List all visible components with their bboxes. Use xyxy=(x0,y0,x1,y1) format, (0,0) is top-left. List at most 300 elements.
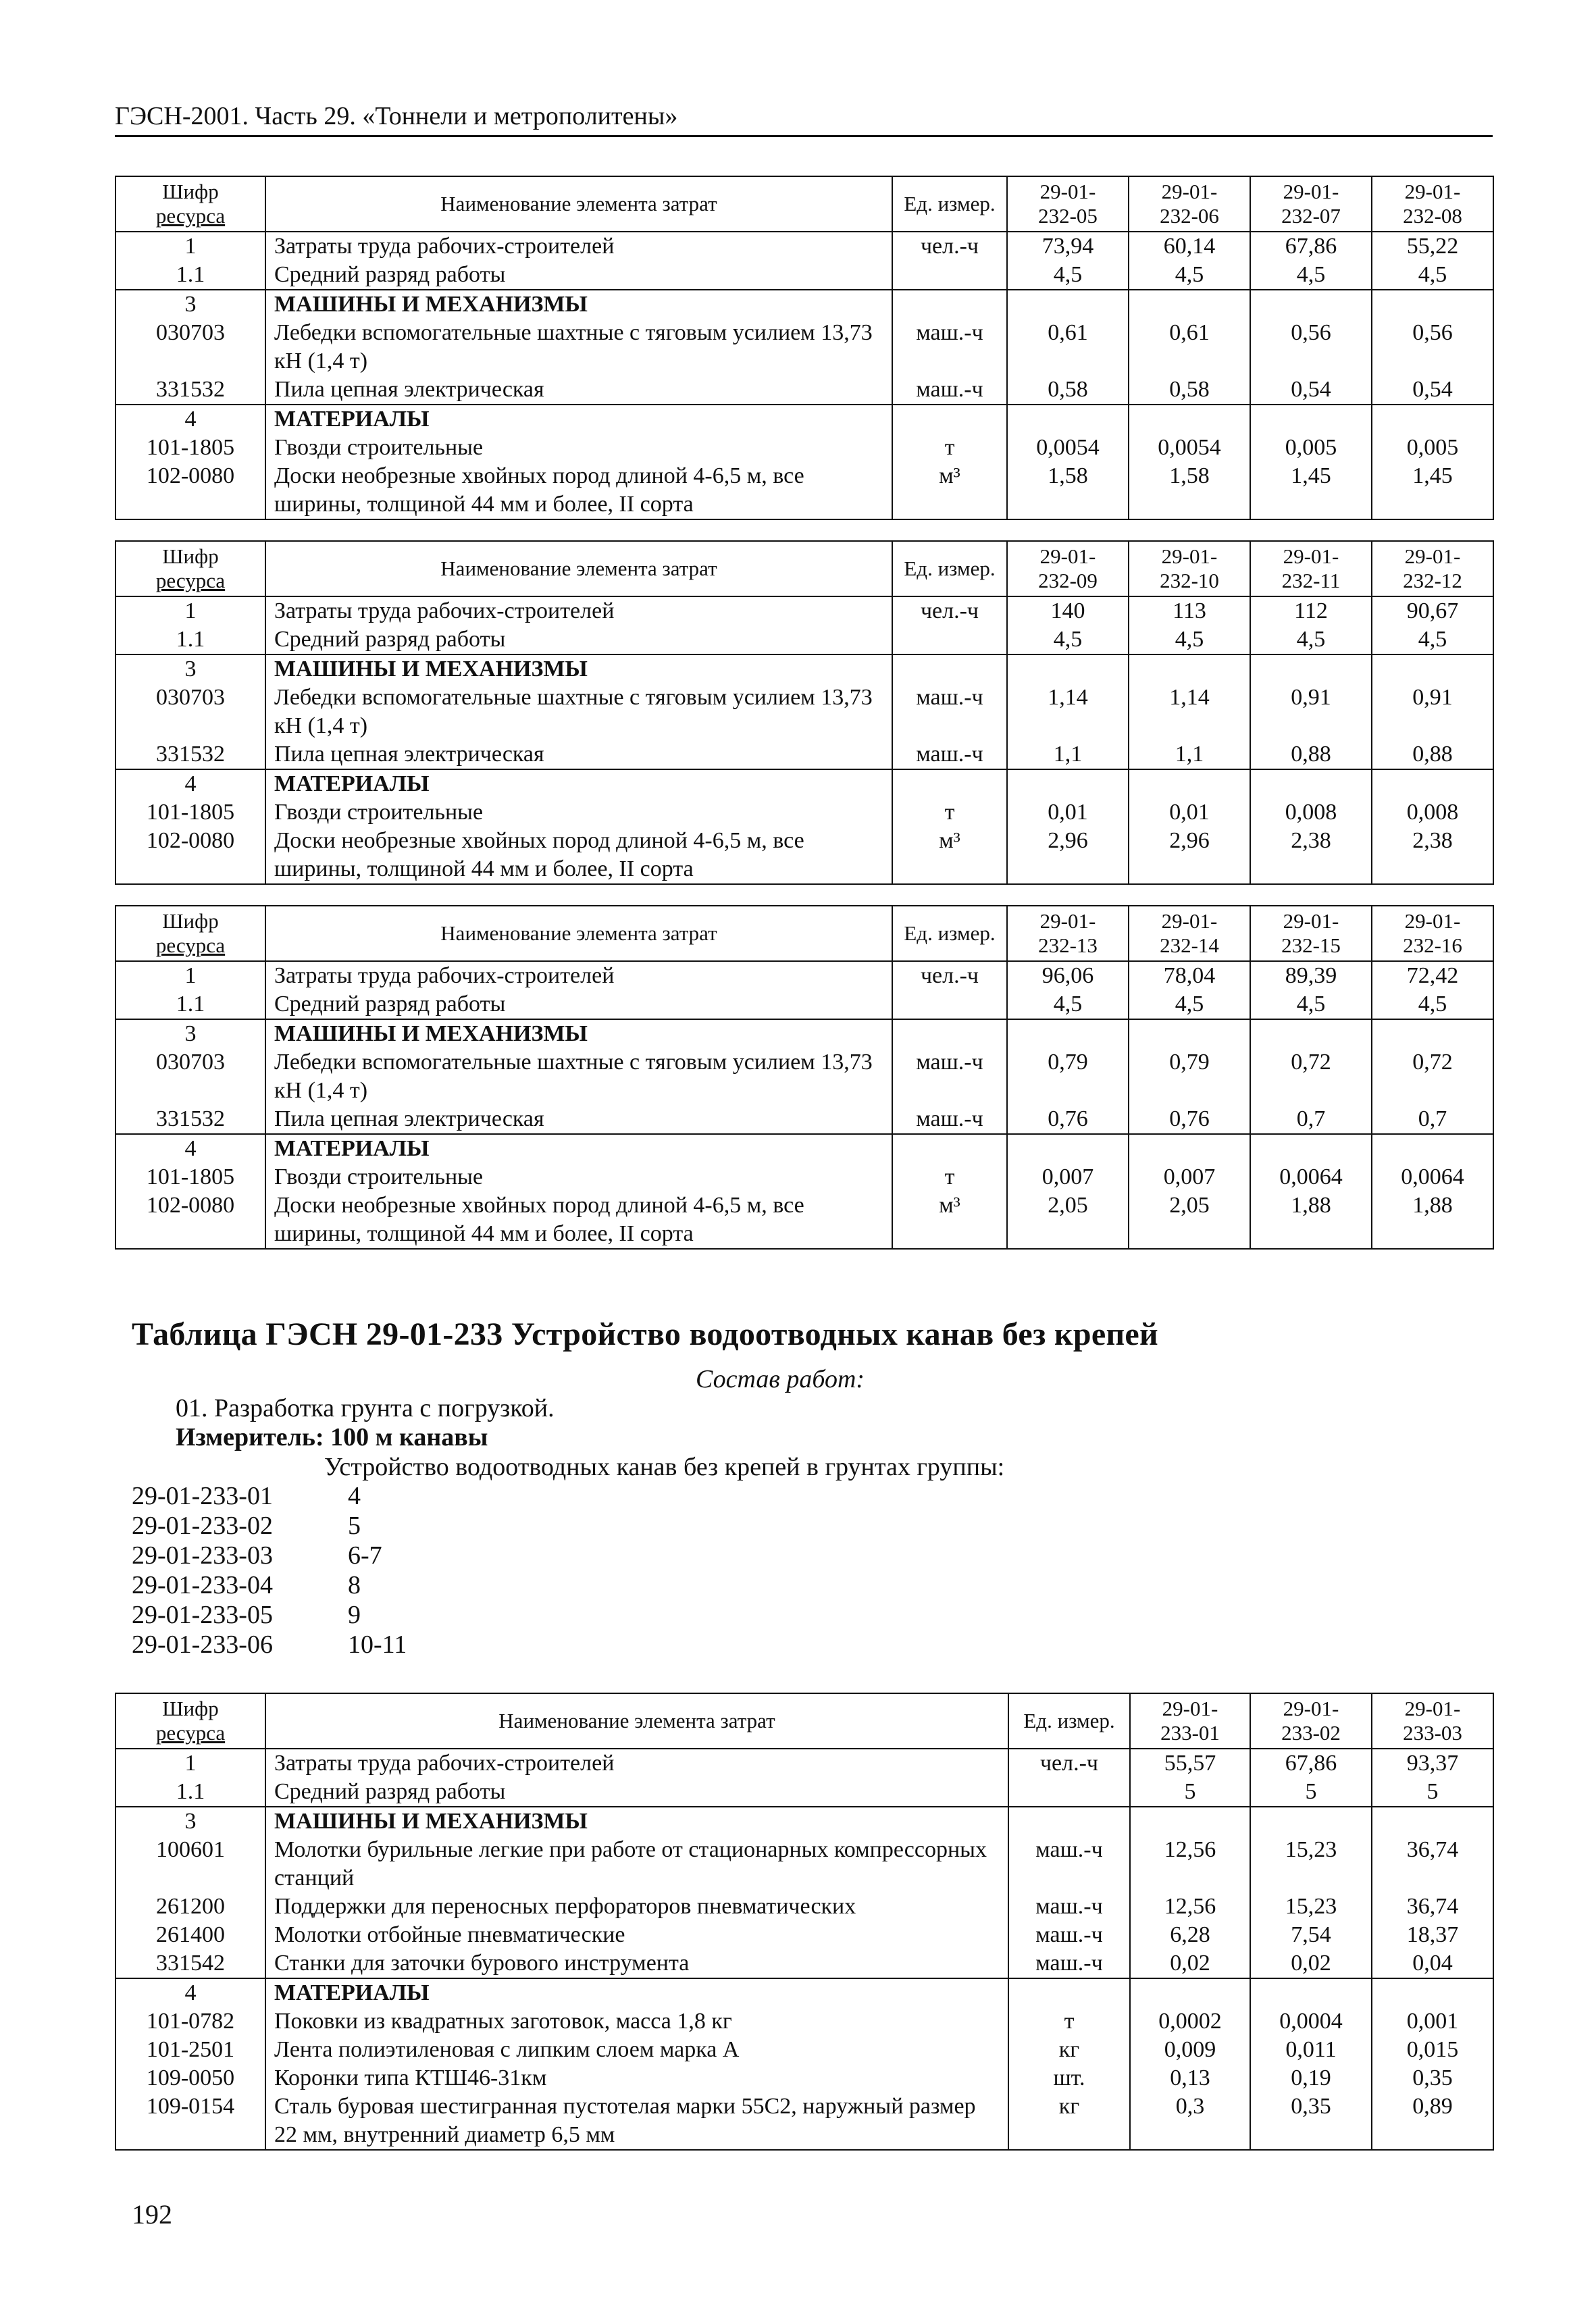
table-row xyxy=(115,1048,1493,1105)
norm-value xyxy=(1250,1134,1372,1163)
norm-value: 2,38 xyxy=(1250,827,1372,884)
variant-row xyxy=(132,1600,407,1630)
norm-value: 0,007 xyxy=(1007,1163,1129,1191)
table-row xyxy=(115,1978,1493,2007)
unit xyxy=(1008,1978,1130,2007)
section-heading: МАТЕРИАЛЫ xyxy=(265,1134,892,1163)
table-row xyxy=(115,1134,1493,1163)
variant-list xyxy=(132,1481,407,1660)
unit: маш.-ч xyxy=(892,684,1007,740)
unit: чел.-ч xyxy=(892,232,1007,261)
header-name: Наименование элемента затрат xyxy=(265,1693,1008,1749)
resource-code: 1.1 xyxy=(115,990,265,1019)
resource-code: 109-0154 xyxy=(115,2092,265,2150)
unit: маш.-ч xyxy=(1008,1949,1130,1978)
header-norm-code xyxy=(1129,906,1250,961)
header-norm-code-line1: 29-01- xyxy=(1283,1697,1339,1720)
table-row xyxy=(115,1749,1493,1778)
header-norm-code-line1: 29-01- xyxy=(1161,544,1218,568)
header-norm-code-line2: 232-07 xyxy=(1281,204,1341,228)
norm-value: 4,5 xyxy=(1129,625,1250,654)
norm-value: 7,54 xyxy=(1250,1921,1372,1949)
norm-value: 1,45 xyxy=(1372,462,1493,519)
header-norm-code-line2: 232-05 xyxy=(1038,204,1098,228)
unit xyxy=(892,1019,1007,1048)
norm-value xyxy=(1129,654,1250,684)
norm-value: 4,5 xyxy=(1129,261,1250,290)
norm-value: 36,74 xyxy=(1372,1836,1493,1893)
norm-value xyxy=(1250,1978,1372,2007)
header-norm-code-line2: 232-12 xyxy=(1403,569,1462,592)
table-row xyxy=(115,654,1493,684)
norm-value: 0,009 xyxy=(1130,2036,1250,2064)
variant-row xyxy=(132,1481,407,1511)
table-row xyxy=(115,434,1493,462)
header-code-line1: Шифр xyxy=(162,180,219,203)
norm-value: 72,42 xyxy=(1372,961,1493,990)
cost-item-name: Средний разряд работы xyxy=(265,625,892,654)
norm-value xyxy=(1372,1134,1493,1163)
norm-value: 2,96 xyxy=(1007,827,1129,884)
resource-code: 109-0050 xyxy=(115,2064,265,2092)
norm-value xyxy=(1250,405,1372,434)
table-header-row xyxy=(115,541,1493,596)
variant-code: 29-01-233-06 xyxy=(132,1630,273,1659)
unit xyxy=(892,1134,1007,1163)
norm-value xyxy=(1372,654,1493,684)
header-norm-code-line1: 29-01- xyxy=(1404,544,1461,568)
header-norm-code-line1: 29-01- xyxy=(1404,909,1461,933)
page-number: 192 xyxy=(132,2199,172,2230)
unit: маш.-ч xyxy=(1008,1893,1130,1921)
norm-value xyxy=(1130,1807,1250,1836)
section-heading: МАШИНЫ И МЕХАНИЗМЫ xyxy=(265,654,892,684)
table-row xyxy=(115,1807,1493,1836)
norm-value: 0,0002 xyxy=(1130,2007,1250,2036)
cost-item-name: Затраты труда рабочих-строителей xyxy=(265,1749,1008,1778)
norm-value: 0,13 xyxy=(1130,2064,1250,2092)
norm-value xyxy=(1007,405,1129,434)
norm-value: 0,01 xyxy=(1129,798,1250,827)
norm-value: 0,61 xyxy=(1129,319,1250,376)
unit: т xyxy=(892,798,1007,827)
table-row xyxy=(115,1105,1493,1134)
table-row xyxy=(115,232,1493,261)
norm-value: 0,76 xyxy=(1129,1105,1250,1134)
variant-group: 9 xyxy=(348,1601,361,1629)
variant-code: 29-01-233-04 xyxy=(132,1571,273,1599)
resource-code: 4 xyxy=(115,769,265,798)
table-row xyxy=(115,2007,1493,2036)
resource-code: 331542 xyxy=(115,1949,265,1978)
header-name: Наименование элемента затрат xyxy=(265,176,892,232)
unit: м³ xyxy=(892,462,1007,519)
norm-value: 0,02 xyxy=(1130,1949,1250,1978)
header-norm-code xyxy=(1007,541,1129,596)
header-unit: Ед. измер. xyxy=(1008,1693,1130,1749)
table-row xyxy=(115,1019,1493,1048)
header-norm-code-line2: 232-11 xyxy=(1281,569,1341,592)
norm-value: 0,19 xyxy=(1250,2064,1372,2092)
norm-value: 0,72 xyxy=(1372,1048,1493,1105)
norm-value: 0,54 xyxy=(1250,376,1372,405)
norm-value: 0,58 xyxy=(1129,376,1250,405)
unit xyxy=(1008,1807,1130,1836)
cost-item-name: Молотки отбойные пневматические xyxy=(265,1921,1008,1949)
resource-code: 030703 xyxy=(115,1048,265,1105)
norm-value: 67,86 xyxy=(1250,232,1372,261)
resource-code: 102-0080 xyxy=(115,1191,265,1249)
norm-value: 0,79 xyxy=(1129,1048,1250,1105)
header-norm-code-line1: 29-01- xyxy=(1039,909,1096,933)
resource-code: 1 xyxy=(115,596,265,625)
header-norm-code-line2: 232-14 xyxy=(1160,933,1219,957)
resource-code: 261200 xyxy=(115,1893,265,1921)
norm-value: 4,5 xyxy=(1007,625,1129,654)
header-norm-code xyxy=(1007,906,1129,961)
norm-value: 2,05 xyxy=(1129,1191,1250,1249)
table-title: Таблица ГЭСН 29-01-233 Устройство водоотводных канав без крепей xyxy=(132,1316,1158,1352)
unit: маш.-ч xyxy=(1008,1921,1130,1949)
unit: маш.-ч xyxy=(1008,1836,1130,1893)
norm-value: 0,011 xyxy=(1250,2036,1372,2064)
resource-code: 3 xyxy=(115,1019,265,1048)
header-norm-code xyxy=(1372,906,1493,961)
norm-value: 4,5 xyxy=(1250,261,1372,290)
cost-item-name: Коронки типа КТШ46-31км xyxy=(265,2064,1008,2092)
norm-value xyxy=(1372,1807,1493,1836)
norm-value: 5 xyxy=(1130,1778,1250,1807)
table-row xyxy=(115,684,1493,740)
header-norm-code-line2: 232-06 xyxy=(1160,204,1219,228)
norm-value: 89,39 xyxy=(1250,961,1372,990)
header-code-line2: ресурса xyxy=(155,569,226,592)
norm-value xyxy=(1129,405,1250,434)
norm-value: 4,5 xyxy=(1372,261,1493,290)
table-row xyxy=(115,405,1493,434)
norm-value: 15,23 xyxy=(1250,1893,1372,1921)
cost-item-name: Лебедки вспомогательные шахтные с тяговым усилием 13,73 кН (1,4 т) xyxy=(265,1048,892,1105)
variant-row xyxy=(132,1511,407,1541)
norm-value: 12,56 xyxy=(1130,1893,1250,1921)
cost-item-name: Доски необрезные хвойных пород длиной 4-6,5 м, все ширины, толщиной 44 мм и более, II сорта xyxy=(265,1191,892,1249)
norm-value: 4,5 xyxy=(1129,990,1250,1019)
resource-code: 1 xyxy=(115,1749,265,1778)
norm-value: 0,88 xyxy=(1250,740,1372,769)
norm-value: 1,1 xyxy=(1129,740,1250,769)
norm-value xyxy=(1372,290,1493,319)
cost-item-name: Лебедки вспомогательные шахтные с тяговым усилием 13,73 кН (1,4 т) xyxy=(265,319,892,376)
variant-row xyxy=(132,1570,407,1600)
resource-code: 4 xyxy=(115,1134,265,1163)
cost-table-3 xyxy=(115,905,1494,1250)
norm-value: 0,015 xyxy=(1372,2036,1493,2064)
norm-value xyxy=(1129,290,1250,319)
cost-item-name: Поковки из квадратных заготовок, масса 1,8 кг xyxy=(265,2007,1008,2036)
section-heading: МАТЕРИАЛЫ xyxy=(265,1978,1008,2007)
table-row xyxy=(115,1191,1493,1249)
table-row xyxy=(115,2092,1493,2150)
resource-code: 3 xyxy=(115,1807,265,1836)
norm-value: 1,45 xyxy=(1250,462,1372,519)
unit xyxy=(892,625,1007,654)
norm-value xyxy=(1250,654,1372,684)
unit: кг xyxy=(1008,2092,1130,2150)
norm-value xyxy=(1372,1019,1493,1048)
norm-value: 55,22 xyxy=(1372,232,1493,261)
norm-value xyxy=(1129,769,1250,798)
table-row xyxy=(115,827,1493,884)
norm-value: 4,5 xyxy=(1250,990,1372,1019)
resource-code: 331532 xyxy=(115,376,265,405)
header-norm-code-line2: 232-08 xyxy=(1403,204,1462,228)
norm-value: 0,61 xyxy=(1007,319,1129,376)
section-heading: МАШИНЫ И МЕХАНИЗМЫ xyxy=(265,1807,1008,1836)
cost-item-name: Лебедки вспомогательные шахтные с тяговым усилием 13,73 кН (1,4 т) xyxy=(265,684,892,740)
cost-table-2 xyxy=(115,540,1494,885)
norm-value: 2,96 xyxy=(1129,827,1250,884)
norm-value: 0,79 xyxy=(1007,1048,1129,1105)
resource-code: 030703 xyxy=(115,319,265,376)
header-norm-code-line1: 29-01- xyxy=(1283,180,1339,203)
norm-value: 1,88 xyxy=(1372,1191,1493,1249)
norm-value: 0,007 xyxy=(1129,1163,1250,1191)
unit xyxy=(892,990,1007,1019)
variant-code: 29-01-233-01 xyxy=(132,1482,273,1510)
norm-value: 0,005 xyxy=(1250,434,1372,462)
norm-value: 1,88 xyxy=(1250,1191,1372,1249)
norm-value xyxy=(1129,1019,1250,1048)
norm-value xyxy=(1007,769,1129,798)
variant-code: 29-01-233-03 xyxy=(132,1541,273,1570)
header-norm-code-line1: 29-01- xyxy=(1039,544,1096,568)
header-norm-code-line1: 29-01- xyxy=(1283,544,1339,568)
section-heading: МАТЕРИАЛЫ xyxy=(265,405,892,434)
norm-value xyxy=(1007,1019,1129,1048)
norm-value: 0,008 xyxy=(1250,798,1372,827)
norm-value xyxy=(1250,1019,1372,1048)
resource-code: 100601 xyxy=(115,1836,265,1893)
norm-value: 0,58 xyxy=(1007,376,1129,405)
norm-value: 0,01 xyxy=(1007,798,1129,827)
cost-item-name: Доски необрезные хвойных пород длиной 4-6,5 м, все ширины, толщиной 44 мм и более, II сорта xyxy=(265,462,892,519)
table-row xyxy=(115,740,1493,769)
norm-value: 1,58 xyxy=(1129,462,1250,519)
header-norm-code xyxy=(1372,1693,1493,1749)
norm-value xyxy=(1130,1978,1250,2007)
norm-value xyxy=(1250,1807,1372,1836)
norm-value xyxy=(1372,1978,1493,2007)
table-row xyxy=(115,462,1493,519)
unit: шт. xyxy=(1008,2064,1130,2092)
norm-value: 0,76 xyxy=(1007,1105,1129,1134)
resource-code: 4 xyxy=(115,1978,265,2007)
resource-code: 4 xyxy=(115,405,265,434)
resource-code: 101-1805 xyxy=(115,434,265,462)
cost-item-name: Пила цепная электрическая xyxy=(265,740,892,769)
norm-value xyxy=(1007,1134,1129,1163)
unit xyxy=(892,769,1007,798)
unit: маш.-ч xyxy=(892,1105,1007,1134)
norm-value: 0,0054 xyxy=(1129,434,1250,462)
header-code xyxy=(115,176,265,232)
cost-item-name: Станки для заточки бурового инструмента xyxy=(265,1949,1008,1978)
header-code-line2: ресурса xyxy=(155,1721,226,1745)
header-code xyxy=(115,1693,265,1749)
table-row xyxy=(115,1163,1493,1191)
header-norm-code xyxy=(1372,541,1493,596)
cost-item-name: Гвозди строительные xyxy=(265,434,892,462)
table-row xyxy=(115,1778,1493,1807)
unit: маш.-ч xyxy=(892,740,1007,769)
header-unit: Ед. измер. xyxy=(892,541,1007,596)
unit: т xyxy=(892,1163,1007,1191)
norm-value: 73,94 xyxy=(1007,232,1129,261)
norm-value: 18,37 xyxy=(1372,1921,1493,1949)
table-row xyxy=(115,376,1493,405)
resource-code: 101-1805 xyxy=(115,1163,265,1191)
header-norm-code xyxy=(1250,541,1372,596)
norm-value: 0,88 xyxy=(1372,740,1493,769)
header-norm-code xyxy=(1250,906,1372,961)
cost-item-name: Поддержки для переносных перфораторов пневматических xyxy=(265,1893,1008,1921)
norm-value: 55,57 xyxy=(1130,1749,1250,1778)
cost-item-name: Пила цепная электрическая xyxy=(265,376,892,405)
norm-value: 0,7 xyxy=(1372,1105,1493,1134)
section-description: Устройство водоотводных канав без крепей в грунтах группы: xyxy=(324,1453,1005,1481)
resource-code: 3 xyxy=(115,654,265,684)
norm-value: 6,28 xyxy=(1130,1921,1250,1949)
measure-unit: Измеритель: 100 м канавы xyxy=(176,1423,488,1451)
norm-value: 67,86 xyxy=(1250,1749,1372,1778)
header-norm-code xyxy=(1007,176,1129,232)
header-norm-code-line2: 232-09 xyxy=(1038,569,1098,592)
norm-value: 0,56 xyxy=(1250,319,1372,376)
norm-value: 1,58 xyxy=(1007,462,1129,519)
unit: маш.-ч xyxy=(892,376,1007,405)
unit: кг xyxy=(1008,2036,1130,2064)
cost-item-name: Сталь буровая шестигранная пустотелая марки 55С2, наружный размер 22 мм, внутренний диаметр 6,5 мм xyxy=(265,2092,1008,2150)
norm-value: 0,35 xyxy=(1372,2064,1493,2092)
table-row xyxy=(115,769,1493,798)
norm-value: 12,56 xyxy=(1130,1836,1250,1893)
norm-value: 0,3 xyxy=(1130,2092,1250,2150)
resource-code: 101-2501 xyxy=(115,2036,265,2064)
norm-value: 4,5 xyxy=(1250,625,1372,654)
norm-value xyxy=(1007,654,1129,684)
norm-value: 1,14 xyxy=(1129,684,1250,740)
variant-code: 29-01-233-02 xyxy=(132,1512,273,1540)
cost-item-name: Средний разряд работы xyxy=(265,261,892,290)
norm-value: 4,5 xyxy=(1007,990,1129,1019)
unit xyxy=(892,405,1007,434)
table-row xyxy=(115,596,1493,625)
norm-value: 60,14 xyxy=(1129,232,1250,261)
table-row xyxy=(115,798,1493,827)
unit: т xyxy=(1008,2007,1130,2036)
header-norm-code-line2: 232-16 xyxy=(1403,933,1462,957)
cost-item-name: Затраты труда рабочих-строителей xyxy=(265,596,892,625)
norm-value: 0,0004 xyxy=(1250,2007,1372,2036)
table-row xyxy=(115,2036,1493,2064)
cost-item-name: Лента полиэтиленовая с липким слоем марка А xyxy=(265,2036,1008,2064)
table-row xyxy=(115,1921,1493,1949)
header-norm-code-line2: 233-01 xyxy=(1160,1721,1220,1745)
unit: чел.-ч xyxy=(1008,1749,1130,1778)
norm-value xyxy=(1372,769,1493,798)
variant-code: 29-01-233-05 xyxy=(132,1601,273,1629)
table-row xyxy=(115,319,1493,376)
header-norm-code-line1: 29-01- xyxy=(1404,1697,1461,1720)
header-norm-code-line1: 29-01- xyxy=(1039,180,1096,203)
unit xyxy=(1008,1778,1130,1807)
resource-code: 331532 xyxy=(115,1105,265,1134)
norm-value: 0,91 xyxy=(1372,684,1493,740)
section-heading: МАТЕРИАЛЫ xyxy=(265,769,892,798)
resource-code: 101-1805 xyxy=(115,798,265,827)
cost-item-name: Пила цепная электрическая xyxy=(265,1105,892,1134)
norm-value: 1,14 xyxy=(1007,684,1129,740)
header-code-line2: ресурса xyxy=(155,933,226,957)
header-norm-code xyxy=(1250,176,1372,232)
norm-value: 36,74 xyxy=(1372,1893,1493,1921)
header-norm-code-line2: 232-10 xyxy=(1160,569,1219,592)
table-row xyxy=(115,990,1493,1019)
header-norm-code-line1: 29-01- xyxy=(1162,1697,1218,1720)
header-code-line1: Шифр xyxy=(162,1697,219,1720)
header-norm-code xyxy=(1250,1693,1372,1749)
header-name: Наименование элемента затрат xyxy=(265,541,892,596)
norm-value: 2,38 xyxy=(1372,827,1493,884)
norm-value xyxy=(1250,769,1372,798)
resource-code: 1.1 xyxy=(115,1778,265,1807)
norm-value: 4,5 xyxy=(1372,990,1493,1019)
variant-group: 6-7 xyxy=(348,1541,382,1570)
norm-value xyxy=(1372,405,1493,434)
variant-group: 5 xyxy=(348,1512,361,1540)
resource-code: 102-0080 xyxy=(115,827,265,884)
norm-value: 4,5 xyxy=(1007,261,1129,290)
header-unit: Ед. измер. xyxy=(892,176,1007,232)
table-row xyxy=(115,1836,1493,1893)
header-code-line1: Шифр xyxy=(162,544,219,568)
cost-item-name: Доски необрезные хвойных пород длиной 4-6,5 м, все ширины, толщиной 44 мм и более, II сорта xyxy=(265,827,892,884)
cost-item-name: Гвозди строительные xyxy=(265,798,892,827)
cost-item-name: Молотки бурильные легкие при работе от стационарных компрессорных станций xyxy=(265,1836,1008,1893)
unit xyxy=(892,654,1007,684)
resource-code: 261400 xyxy=(115,1921,265,1949)
table-header-row xyxy=(115,1693,1493,1749)
unit xyxy=(892,290,1007,319)
resource-code: 1.1 xyxy=(115,625,265,654)
unit: чел.-ч xyxy=(892,596,1007,625)
header-norm-code-line1: 29-01- xyxy=(1404,180,1461,203)
norm-value: 4,5 xyxy=(1372,625,1493,654)
header-code-line1: Шифр xyxy=(162,909,219,933)
norm-value: 5 xyxy=(1250,1778,1372,1807)
resource-code: 1 xyxy=(115,232,265,261)
norm-value: 0,35 xyxy=(1250,2092,1372,2150)
norm-value: 2,05 xyxy=(1007,1191,1129,1249)
unit: маш.-ч xyxy=(892,319,1007,376)
table-header-row xyxy=(115,906,1493,961)
norm-value: 0,89 xyxy=(1372,2092,1493,2150)
cost-item-name: Затраты труда рабочих-строителей xyxy=(265,232,892,261)
cost-table-1 xyxy=(115,176,1494,520)
table-row xyxy=(115,290,1493,319)
variant-row xyxy=(132,1630,407,1660)
section-heading: МАШИНЫ И МЕХАНИЗМЫ xyxy=(265,1019,892,1048)
